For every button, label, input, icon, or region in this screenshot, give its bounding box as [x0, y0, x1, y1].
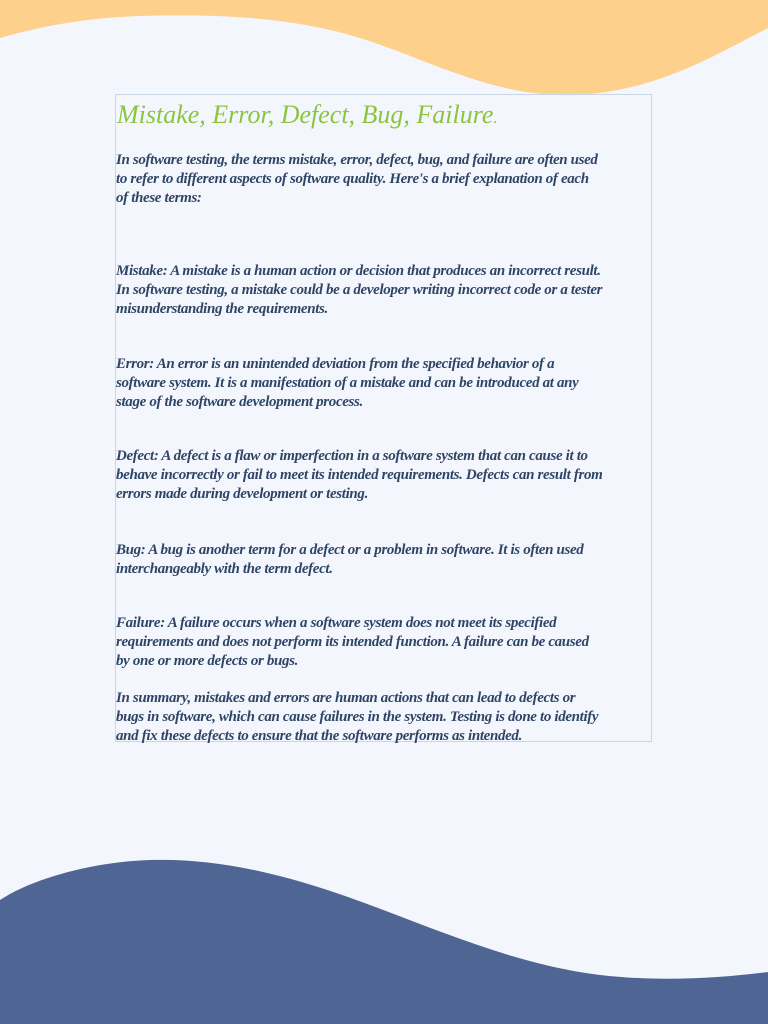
- top-wave-shape: [0, 0, 768, 95]
- text-line: interchangeably with the term defect.: [116, 561, 333, 577]
- text-line: In software testing, the terms mistake, error, defect, bug, and failure are often used: [116, 152, 598, 168]
- text-line: stage of the software development process.: [116, 394, 363, 410]
- failure-paragraph: [116, 614, 656, 671]
- text-line: to refer to different aspects of software quality. Here's a brief explanation of each: [116, 171, 589, 187]
- text-line: In software testing, a mistake could be a developer writing incorrect code or a tester: [116, 282, 603, 298]
- summary-paragraph: [116, 689, 656, 746]
- page-title-text: Mistake, Error, Defect, Bug, Failure: [117, 100, 494, 129]
- bottom-wave-shape: [0, 860, 768, 1024]
- text-line: software system. It is a manifestation of a mistake and can be introduced at any: [116, 375, 579, 391]
- intro-paragraph: [116, 151, 656, 208]
- text-line: and fix these defects to ensure that the software performs as intended.: [116, 728, 522, 744]
- text-line: requirements and does not perform its intended function. A failure can be caused: [116, 634, 589, 650]
- text-line: In summary, mistakes and errors are human actions that can lead to defects or: [116, 690, 576, 706]
- text-line: by one or more defects or bugs.: [116, 653, 299, 669]
- text-line: behave incorrectly or fail to meet its intended requirements. Defects can result from: [116, 467, 603, 483]
- text-line: errors made during development or testing.: [116, 486, 368, 502]
- defect-paragraph: [116, 447, 656, 504]
- text-line: Mistake: A mistake is a human action or decision that produces an incorrect result.: [116, 263, 601, 279]
- text-line: of these terms:: [116, 190, 202, 206]
- error-paragraph: [116, 355, 656, 412]
- page-title: [117, 96, 497, 138]
- text-line: Bug: A bug is another term for a defect or a problem in software. It is often used: [116, 542, 584, 558]
- bug-paragraph: [116, 541, 656, 579]
- mistake-paragraph: [116, 262, 656, 319]
- text-line: bugs in software, which can cause failures in the system. Testing is done to identify: [116, 709, 599, 725]
- text-line: Failure: A failure occurs when a software system does not meet its specified: [116, 615, 557, 631]
- text-line: misunderstanding the requirements.: [116, 301, 328, 317]
- page-title-period: .: [493, 110, 498, 127]
- text-line: Error: An error is an unintended deviation from the specified behavior of a: [116, 356, 555, 372]
- text-line: Defect: A defect is a flaw or imperfection in a software system that can cause it to: [116, 448, 588, 464]
